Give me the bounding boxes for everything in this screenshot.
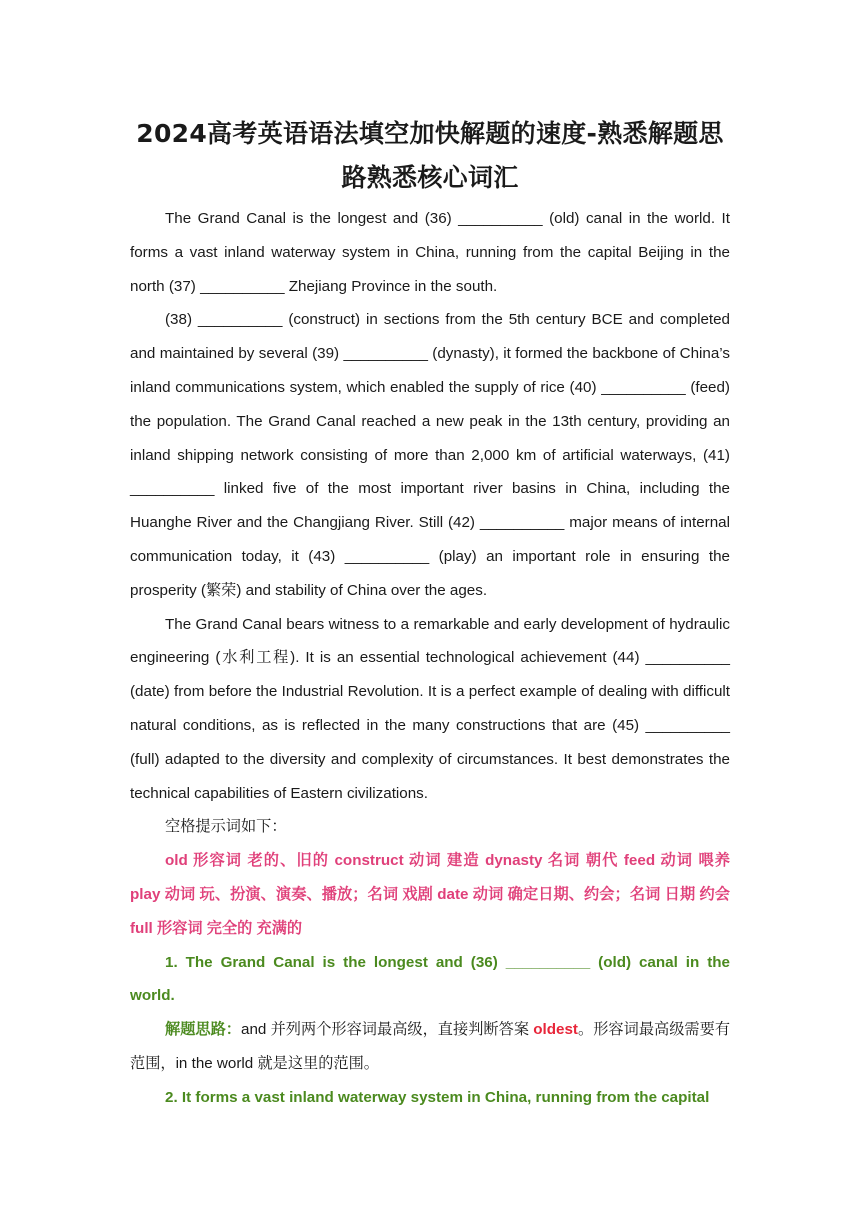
question-1-analysis	[130, 1013, 730, 1081]
passage-paragraph-1: The Grand Canal is the longest and (36) __________ (old) canal in the world. It forms a vast inland waterway system in China, running from the capital Beijing in the north (37) __________ Zhejiang Province in the south.	[130, 210, 730, 295]
document-page	[130, 112, 730, 1115]
question-2: 2. It forms a vast inland waterway system in China, running from the capital	[165, 1088, 710, 1106]
analysis-answer: oldest	[533, 1021, 578, 1039]
analysis-text-after: 。形容词最高级需要有范围，in the world 就是这里的范围。	[130, 1021, 731, 1072]
passage-paragraph-2: (38) __________ (construct) in sections from the 5th century BCE and completed and maintained by several (39) __________ (dynasty), it formed the backbone of China’s inland communications system, which enabled the supply of rice (40) __________ (feed) the population. The Grand Canal reached a new peak in the 13th century, providing an inland shipping network consisting of more than 2,000 km of artificial waterways, (41) __________ linked five of the most important river basins in China, including the Huanghe River and the Changjiang River. Still (42) __________ major means of internal communication today, it (43) __________ (play) an important role in ensuring the prosperity (繁荣) and stability of China over the ages.	[130, 311, 730, 599]
analysis-text-before: and 并列两个形容词最高级，直接判断答案	[241, 1021, 534, 1039]
question-1: 1. The Grand Canal is the longest and (36) __________ (old) canal in the world.	[130, 953, 730, 1005]
document-title: 2024高考英语语法填空加快解题的速度-熟悉解题思路熟悉核心词汇	[136, 119, 724, 192]
hints-text: old 形容词 老的、旧的 construct 动词 建造 dynasty 名词 朝代 feed 动词 喂养 play 动词 玩、扮演、演奏、播放；名词 戏剧 date 动词 确定日期、约会；名词 日期 约会 full 形容词 完全的 充满的	[130, 852, 730, 937]
hints-heading: 空格提示词如下：	[165, 817, 287, 836]
analysis-label: 解题思路：	[165, 1020, 242, 1039]
passage-paragraph-3: The Grand Canal bears witness to a remarkable and early development of hydraulic engineering (水利工程). It is an essential technological achievement (44) __________ (date) from before the Industrial Revolution. It is a perfect example of dealing with difficult natural conditions, as is reflected in the many constructions that are (45) __________ (full) adapted to the diversity and complexity of circumstances. It best demonstrates the technical capabilities of Eastern civilizations.	[130, 615, 730, 802]
